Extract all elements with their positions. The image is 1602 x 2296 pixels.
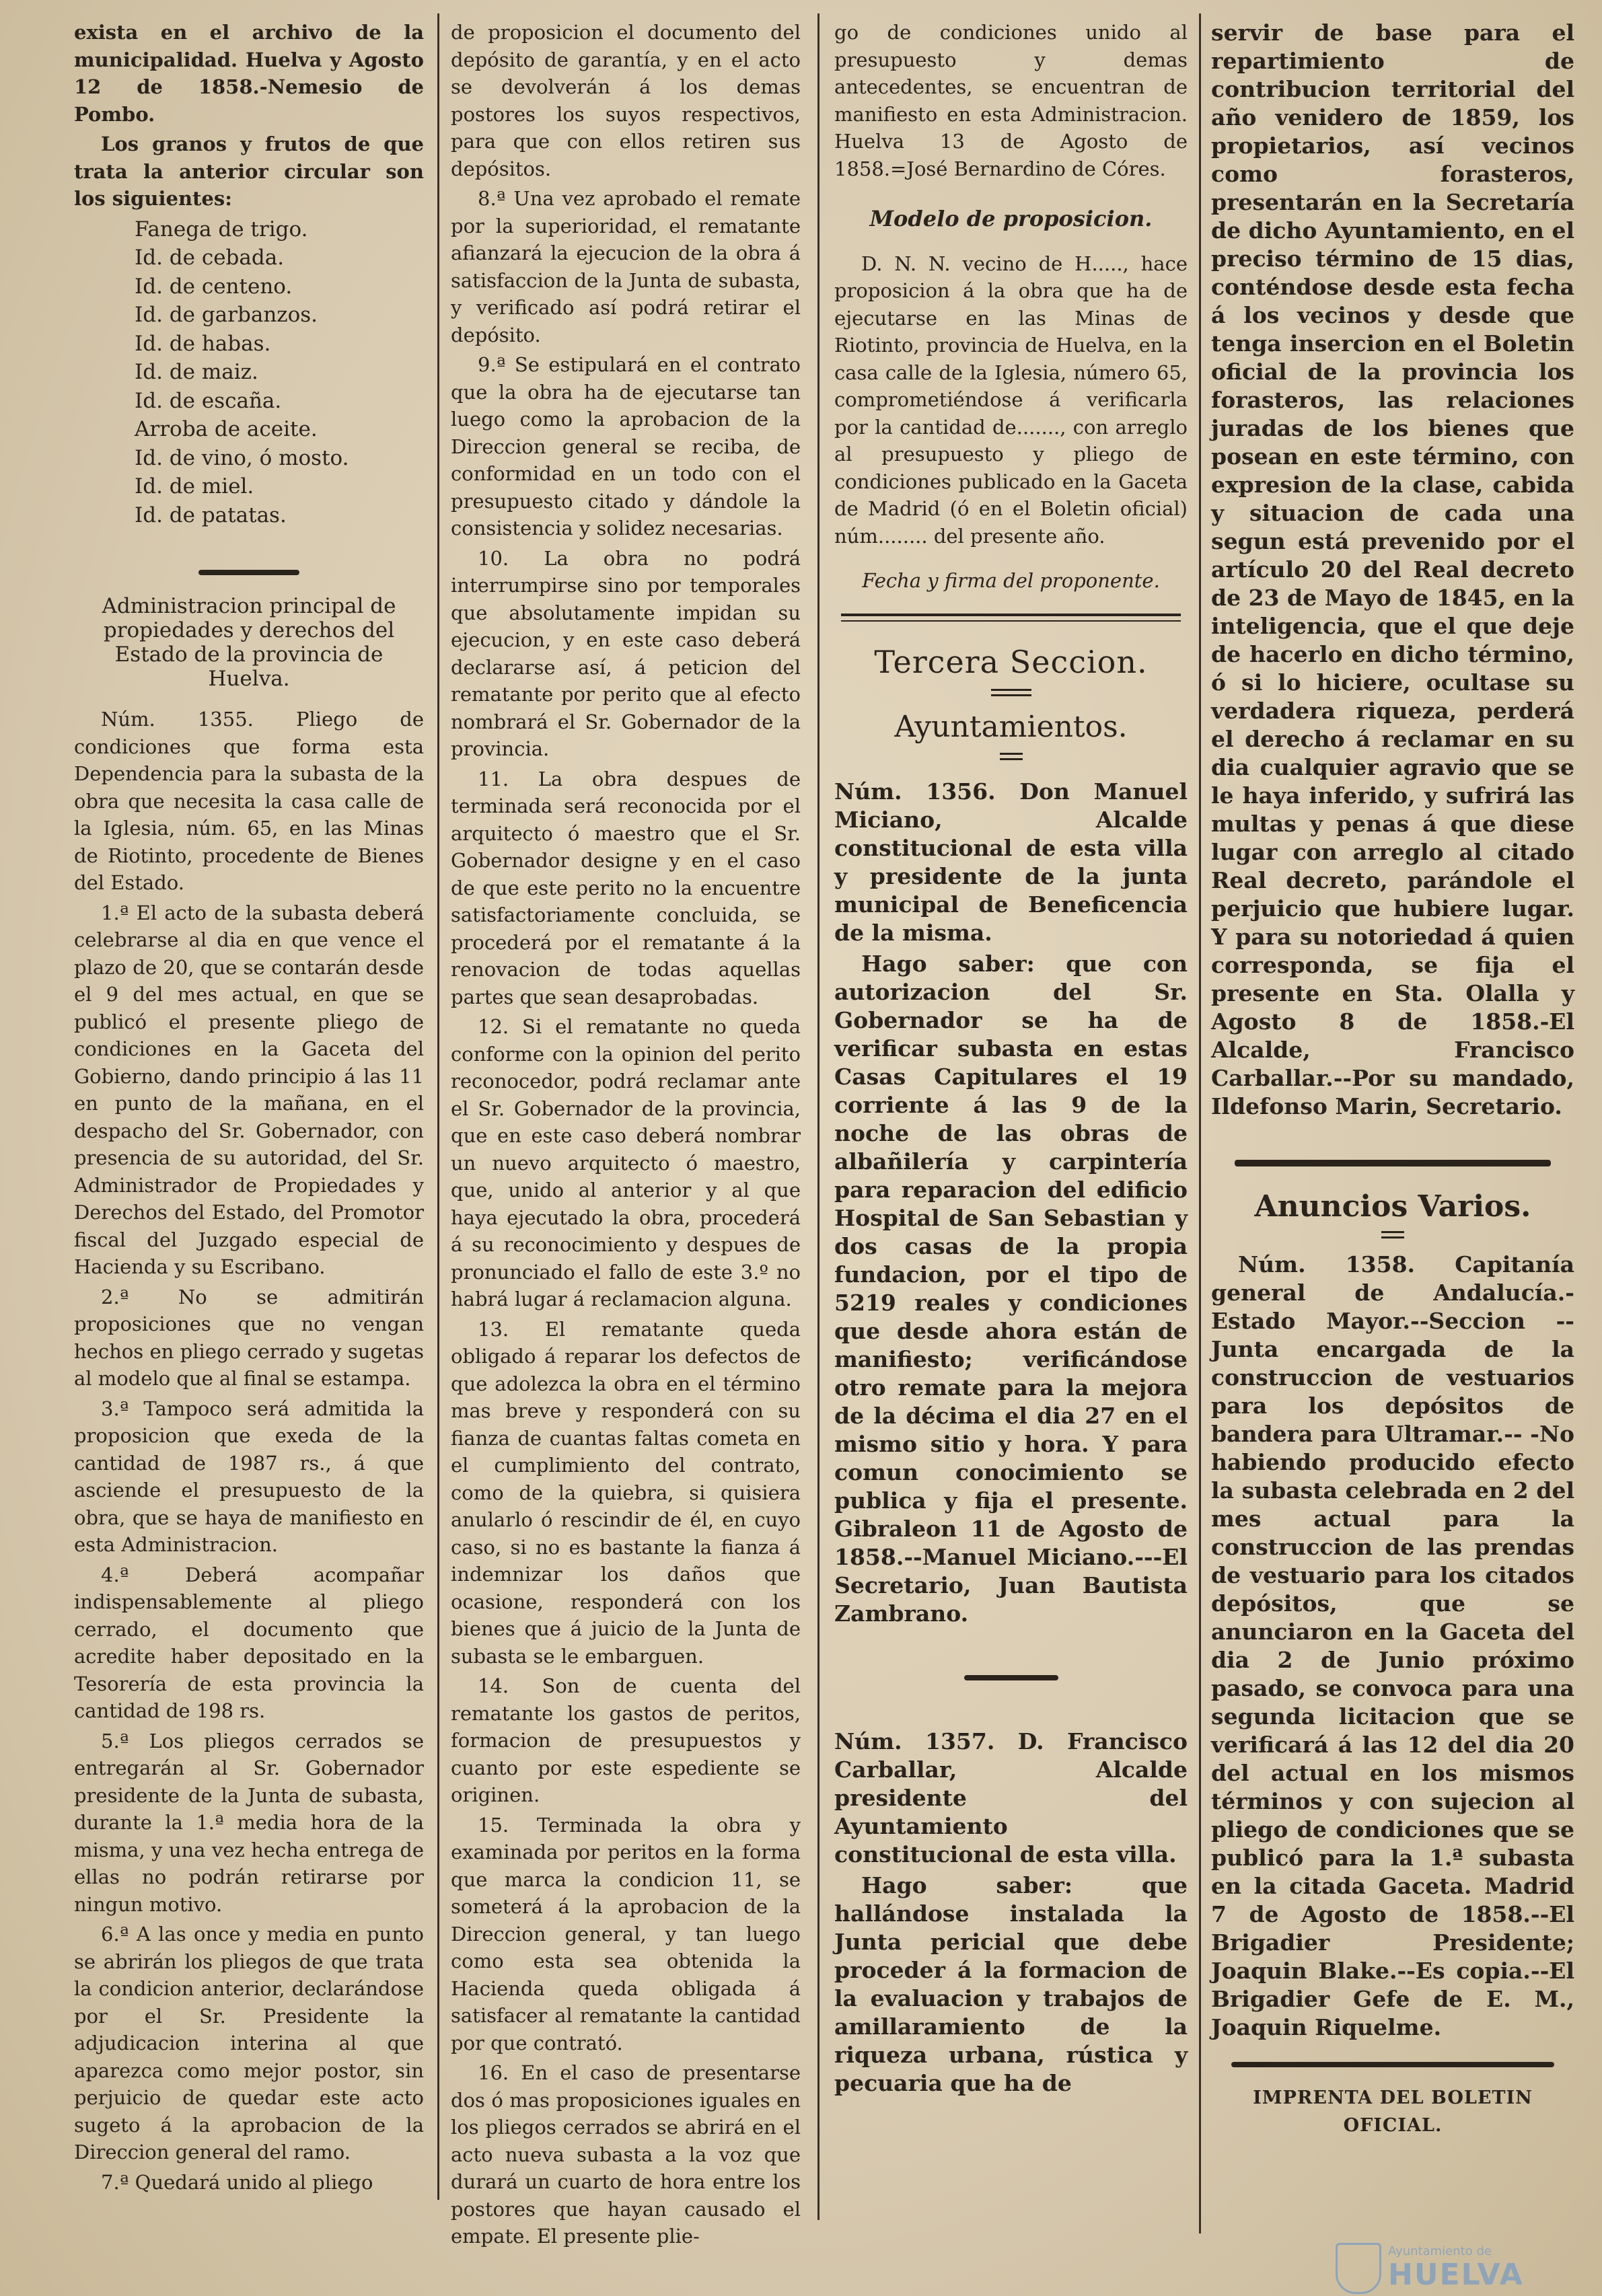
watermark-title: HUELVA [1388, 2258, 1524, 2292]
condition-paragraph: 10. La obra no podrá interrumpirse sino por temporales que absolutamente impidan su ejecucion, y en este caso deberá declararse así, á peticion del rematante por perito que al efecto nombrará el Sr. Gobernador de la provincia. [451, 546, 801, 760]
column-2 [451, 19, 801, 2253]
condition-paragraph: 15. Terminada la obra y examinada por peritos en la forma que marca la condicion 11, se someterá á la aprobacion de la Direccion general, y tan luego como esta sea obtenida la Hacienda queda obligada á satisfacer al rematante la cantidad por que contrató. [451, 1813, 801, 2054]
notice-1357-body: Hago saber: que hallándose instalada la Junta pericial que debe proceder á la formacion de la evaluacion y trabajos de amillaramiento de la riqueza urbana, rústica y pecuaria que ha de [834, 1872, 1188, 2096]
granos-list [135, 215, 424, 530]
ornament-divider [1231, 2062, 1554, 2067]
condition-paragraph: 5.ª Los pliegos cerrados se entregarán al Sr. Gobernador presidente de la Junta de subasta, durante la 1.ª media hora de la misma, y una vez hecha entrega de ellas no podrán retirarse por ningun motivo. [74, 1729, 424, 1916]
condition-paragraph: 11. La obra despues de terminada será reconocida por el arquitecto ó maestro que el Sr. Gobernador designe y en el caso de que este perito no la encuentre satisfactoriamente concluida, se procederá por el rematante á la renovacion de todas aquellas partes que sean desaprobadas. [451, 767, 801, 1008]
column-3 [834, 19, 1188, 2100]
condition-paragraph: 2.ª No se admitirán proposiciones que no vengan hechos en pliego cerrado y sugetas al modelo que al final se estampa. [74, 1285, 424, 1390]
double-rule [841, 614, 1181, 622]
notice-1358: Núm. 1358. Capitanía general de Andalucía.-Estado Mayor.--Seccion --Junta encargada de la construccion de vestuarios para los depósitos de bandera para Ultramar.-- -No habiendo producido efecto la subasta celebrada en 2 del mes actual para la construccion de las prendas de vestuario para los citados depósitos, que se anunciaron en la Gaceta del dia 2 de Junio próximo pasado, se convoca para una segunda licitacion que se verificará á las 12 del dia 20 del actual en los mismos términos y con sujecion al pliego de condiciones que se publicó para la 1.ª subasta en la citada Gaceta. Madrid 7 de Agosto de 1858.--El Brigadier Presidente; Joaquin Blake.--Es copia.--El Brigadier Gefe de E. M., Joaquin Riquelme. [1211, 1251, 1574, 2040]
list-item: Id. de centeno. [135, 274, 293, 299]
shield-icon [1336, 2243, 1381, 2294]
condition-paragraph: 14. Son de cuenta del rematante los gastos de peritos, formacion de presupuestos y cuanto por este espediente se originen. [451, 1674, 801, 1806]
list-item: Id. de garbanzos. [135, 303, 318, 327]
pliego-continuation: go de condiciones unido al presupuesto y demas antecedentes, se encuentran de manifiesto en esta Administracion. Huelva 13 de Agosto de 1858.=José Bernardino de Córes. [834, 21, 1188, 180]
mini-divider [991, 689, 1031, 696]
list-item: Id. de maiz. [135, 360, 258, 384]
ornament-divider [1235, 1160, 1551, 1166]
fecha-firma: Fecha y firma del proponente. [862, 569, 1160, 592]
notice-1355: Núm. 1355. Pliego de condiciones que forma esta Dependencia para la subasta de la obra que necesita la casa calle de la Iglesia, núm. 65, en las Minas de Riotinto, procedente de Bienes del Estado. [74, 708, 424, 894]
watermark-small-text: Ayuntamiento de [1388, 2244, 1492, 2258]
list-item: Id. de vino, ó mosto. [135, 445, 349, 470]
column-rule [817, 13, 820, 2220]
column-4 [1211, 19, 1574, 2142]
condition-paragraph: 3.ª Tampoco será admitida la proposicion que exeda de la cantidad de 1987 rs., á que asciende el presupuesto de la obra, que se haya de manifiesto en esta Administracion. [74, 1397, 424, 1556]
condition-paragraph: 16. En el caso de presentarse dos ó mas proposiciones iguales en los pliegos cerrados se abrirá en el acto nueva subasta a la voz que durará un cuarto de hora entre los postores que hayan causado el empate. El presente plie- [451, 2061, 801, 2248]
section-title: Tercera Seccion. [874, 643, 1148, 680]
notice-1356-heading: Núm. 1356. Don Manuel Miciano, Alcalde constitucional de esta villa y presidente de la junta municipal de Beneficencia de la misma. [834, 778, 1188, 946]
list-item: Id. de escaña. [135, 388, 282, 413]
section-title: Anuncios Varios. [1254, 1189, 1531, 1224]
mini-divider [1000, 753, 1023, 760]
section-subtitle: Ayuntamientos. [894, 709, 1128, 744]
mini-divider [1381, 1231, 1404, 1238]
condition-paragraph: 1.ª El acto de la subasta deberá celebrarse al dia en que vence el plazo de 20, que se contarán desde el 9 del mes actual, en que se publicó el presente pliego de condiciones en la Gaceta del Gobierno, dando principio á las 11 en punto de la mañana, en el despacho del Sr. Gobernador, con presencia de su autoridad, del Sr. Administrador de Propiedades y Derechos del Estado, del Promotor fiscal del Juzgado especial de Hacienda y su Escribano. [74, 901, 424, 1278]
edict-continuation: servir de base para el repartimiento de contribucion territorial del año venidero de 1859, los propietarios, así vecinos como forasteros, presentarán en la Secretaría de dicho Ayuntamiento, en el preciso término de 15 dias, conténdose desde esta fecha á los vecinos y desde que tenga insercion en el Boletin oficial de la provincia los forasteros, las relaciones juradas de los bienes que posean en este término, con expresion de la clase, cabida y situacion de cada una segun está prevenido por el artículo 20 del Real decreto de 23 de Mayo de 1845, en la inteligencia, que el que deje de hacerlo en dicho término, ó si lo hiciere, ocultase su verdadera riqueza, perderá el derecho á reclamar en su dia cualquier agravio que se le haya inferido, y sufrirá las multas y penas á que diese lugar con arreglo al citado Real decreto, parándole el perjuicio que hubiere lugar. Y para su notoriedad á quien corresponda, se fija el presente en Sta. Olalla y Agosto 8 de 1858.-El Alcalde, Francisco Carballar.--Por su mandado, Ildefonso Marin, Secretario. [1211, 20, 1574, 1119]
section-heading: Administracion principal de propiedades y derechos del Estado de la provincia de Huelva. [102, 594, 396, 691]
condition-paragraph: 13. El rematante queda obligado á reparar los defectos de que adolezca la obra en el término mas breve y responderá con su fianza de cuantas faltas cometa en el cumplimiento del contrato, como de la quiebra, si quisiera anularlo ó rescindir de él, en cuyo caso, si no es bastante la fianza á indemnizar los daños que ocasione, responderá con los bienes que á juicio de la Junta de subasta se le embarguen. [451, 1317, 801, 1668]
condition-paragraph: 8.ª Una vez aprobado el remate por la superioridad, el rematante afianzará la ejecucion de la obra á satisfaccion de la Junta de subasta, y verificado así podrá retirar el depósito. [451, 187, 801, 346]
granos-paragraph: Los granos y frutos de que trata la anterior circular son los siguientes: [74, 133, 424, 210]
condition-paragraph: 9.ª Se estipulará en el contrato que la obra ha de ejecutarse tan luego como la aprobacion de la Direccion general se reciba, de conformidad en un todo con el presupuesto citado y dándole la consistencia y solidez necesarias. [451, 353, 801, 540]
list-item: Id. de miel. [135, 474, 254, 498]
condition-paragraph: 4.ª Deberá acompañar indispensablemente al pliego cerrado, el documento que acredite haber depositado en la Tesorería de esta provincia la cantidad de 198 rs. [74, 1563, 424, 1722]
modelo-text: D. N. N. vecino de H....., hace proposicion á la obra que ha de ejecutarse en las Minas de Riotinto, provincia de Huelva, en la casa calle de la Iglesia, número 65, comprometiéndose á verificarla por la cantidad de......., con arreglo al presupuesto y pliego de condiciones publicado en la Gaceta de Madrid (ó en el Boletin oficial) núm........ del presente año. [834, 252, 1188, 548]
ornament-divider [198, 570, 299, 575]
condition-paragraph: 7.ª Quedará unido al pliego [101, 2170, 373, 2194]
ornament-divider [964, 1675, 1058, 1680]
archive-watermark [1336, 2240, 1598, 2294]
intro-paragraph: exista en el archivo de la municipalidad. Huelva y Agosto 12 de 1858.-Nemesio de Pombo. [74, 21, 424, 126]
list-item: Arroba de aceite. [135, 417, 318, 441]
notice-1357-heading: Núm. 1357. D. Francisco Carballar, Alcalde presidente del Ayuntamiento constitucional de esta villa. [834, 1728, 1188, 1867]
list-item: Id. de cebada. [135, 246, 285, 270]
column-rule [437, 13, 439, 2200]
column-rule [1199, 13, 1201, 2233]
notice-1356-body: Hago saber: que con autorizacion del Sr. Gobernador se ha de verificar subasta en estas Casas Capitulares el 19 corriente á las 9 de la noche de las obras de albañilería y carpintería para reparacion del edificio Hospital de San Sebastian y dos casas de la propia fundacion, por el tipo de 5219 reales y condiciones que desde ahora están de manifiesto; verificándose otro remate para la mejora de la décima el dia 27 en el mismo sitio y hora. Y para comun conocimiento se publica y fija el presente. Gibraleon 11 de Agosto de 1858.--Manuel Miciano.---El Secretario, Juan Bautista Zambrano. [834, 950, 1188, 1627]
list-item: Id. de patatas. [135, 503, 287, 527]
condition-paragraph: 12. Si el rematante no queda conforme con la opinion del perito reconocedor, podrá reclamar ante el Sr. Gobernador de la provincia, que en este caso deberá nombrar un nuevo arquitecto ó maestro, que, unido al anterior y al que haya ejecutado la obra, procederá á su reconocimiento y despues de pronunciado el fallo de este 3.º no habrá lugar á reclamacion alguna. [451, 1015, 801, 1310]
list-item: Fanega de trigo. [135, 217, 308, 242]
list-item: Id. de habas. [135, 331, 271, 356]
condition-paragraph: 6.ª A las once y media en punto se abrirán los pliegos de que trata la condicion anterior, declarándose por el Sr. Presidente la adjudicacion interina al que aparezca como mejor postor, sin perjuicio de quedar este acto sugeto á la aprobacion de la Direccion general del ramo. [74, 1923, 424, 2163]
column-1 [74, 19, 424, 2198]
imprint-line: IMPRENTA DEL BOLETIN OFICIAL. [1253, 2087, 1533, 2136]
modelo-heading: Modelo de proposicion. [869, 206, 1153, 231]
condition-continuation: de proposicion el documento del depósito de garantía, y en el acto se devolverán á los demas postores los suyos respectivos, para que con ellos retiren sus depósitos. [451, 21, 801, 180]
